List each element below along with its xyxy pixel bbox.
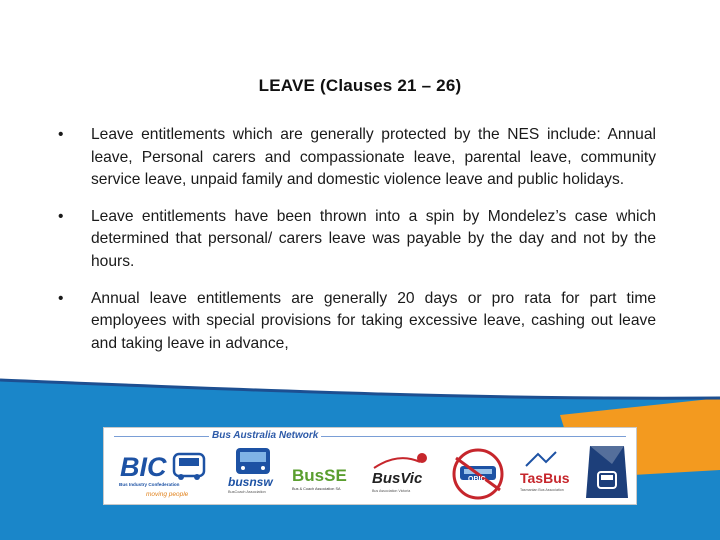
busnsw-logo-text: busnsw (228, 475, 273, 489)
busvic-logo (368, 446, 434, 500)
tasbus-logo-text: TasBus (520, 470, 570, 486)
bic-logo (116, 444, 211, 500)
bus-front-icon (226, 446, 282, 476)
tasbus-logo (516, 450, 580, 498)
bullet-icon: • (58, 207, 64, 225)
bic-logo-subtitle: Bus Industry Confederation (119, 482, 180, 487)
bullet-item (58, 124, 656, 192)
bullet-list (58, 124, 656, 369)
busnsw-logo-subtitle: BusCoach Association (228, 490, 266, 494)
busse-logo-subtitle: Bus & Coach Association SA (292, 487, 341, 491)
qbic-logo-text: QBIC (468, 476, 486, 483)
bullet-icon: • (58, 289, 64, 307)
qbic-logo (442, 444, 514, 502)
bullet-text: Leave entitlements which are generally protected by the NES include: Annual leave, Personal carers and compassionate leave, parental leave, community service leave, unpaid family and domestic violence leave and public holidays. (91, 126, 656, 189)
busvic-emblem-icon (368, 448, 434, 472)
tasbus-emblem-icon (516, 450, 580, 470)
bic-logo-tagline: moving people (146, 491, 189, 498)
tasbus-logo-subtitle: Tasmanian Bus Association (520, 488, 564, 492)
bic-logo-text: BIC (120, 452, 167, 482)
bullet-item (58, 288, 656, 356)
bullet-item (58, 206, 656, 274)
bullet-text: Leave entitlements have been thrown into a spin by Mondelez’s case which determined that personal/ carers leave was payable by the day and not by the hours. (91, 207, 656, 270)
map-bus-icon (582, 442, 632, 502)
bullet-icon: • (58, 126, 64, 143)
banner-divider (114, 436, 626, 437)
busse-logo (288, 446, 360, 500)
busvic-logo-text: BusVic (372, 470, 423, 487)
bus-network-banner (103, 427, 637, 505)
nt-map-logo (582, 442, 632, 502)
busse-logo-text: BusSE (292, 466, 347, 485)
banner-title: Bus Australia Network (209, 430, 321, 441)
busvic-logo-subtitle: Bus Association Victoria (372, 489, 411, 493)
qbic-emblem-icon (442, 444, 514, 502)
slide-title: LEAVE (Clauses 21 – 26) (258, 76, 462, 95)
bullet-text: Annual leave entitlements are generally 20 days or pro rata for part time employees with special provisions for taking excessive leave, cashing out leave and taking leave in advance, (91, 289, 656, 352)
busnsw-logo (226, 444, 282, 500)
